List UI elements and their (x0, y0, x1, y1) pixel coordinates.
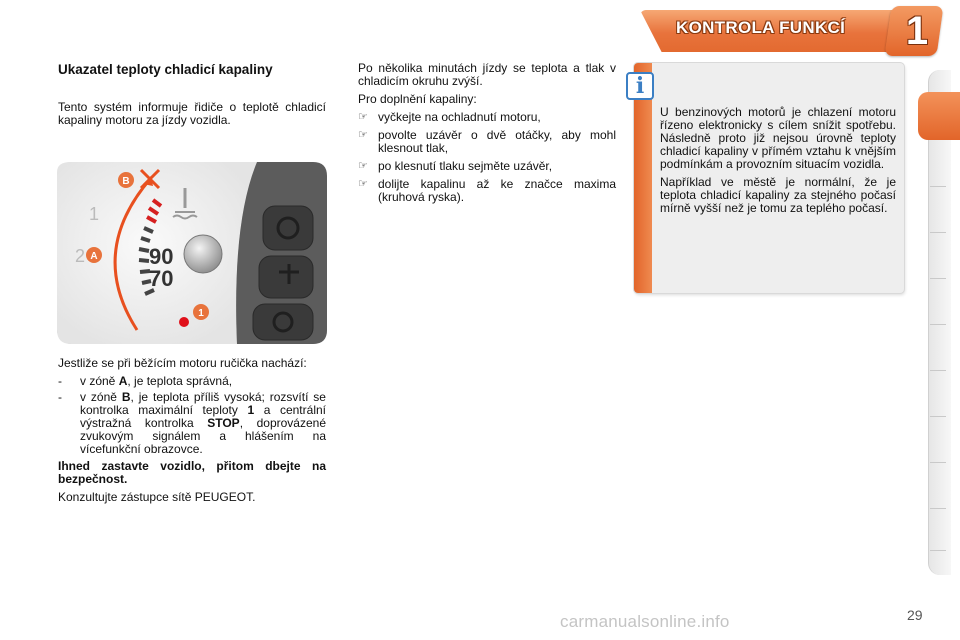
zone-b-key-stop: STOP (207, 416, 240, 430)
reading-upper: 90 (149, 244, 174, 269)
chapter-title: KONTROLA FUNKCÍ (676, 18, 846, 37)
chapter-tabs[interactable] (928, 70, 951, 575)
zone-b-text-mid1: , je teplota příliš vysoká; rozsvítí se kontrolka maximální teploty (80, 390, 326, 417)
list-item-text: dolijte kapalinu až ke značce maxima (kruhová ryska). (378, 177, 616, 204)
gauge-explanation (58, 357, 326, 509)
coolant-gauge-illustration (57, 162, 327, 344)
gauge-knob (184, 235, 222, 273)
zone-b-text-post: , doprovázené zvukovým signálem a hlášením na vícefunkční obrazovce. (80, 416, 326, 456)
info-paragraph-1: U benzinových motorů je chlazení motoru řízeno elektronicky s cílem snížit spotřebu. Následně proto již nejsou úrovně teploty chladicí kapaliny v přímém vztahu k vnějším podmínkám a provozním situacím vozidla. (660, 105, 896, 171)
explanation-lead: Jestliže se při běžícím motoru ručička nachází: (58, 356, 307, 370)
max-temperature-warning-lamp (179, 317, 189, 327)
zone-a-item (58, 375, 326, 388)
zone-b-item (58, 391, 326, 456)
tab-divider (930, 278, 946, 279)
list-dash: - (58, 374, 62, 388)
tab-divider (930, 324, 946, 325)
hand-pointer-icon: ☞ (358, 160, 368, 172)
tab-divider (930, 508, 946, 509)
info-paragraph-2: Například ve městě je normální, že je teplota chladicí kapaliny za stejného počasí mírně vyšší než je tomu za teplého počasí. (660, 175, 896, 215)
info-icon: i (626, 72, 654, 100)
refill-lead: Pro doplnění kapaliny: (358, 92, 477, 106)
tab-divider (930, 370, 946, 371)
list-item-text: vyčkejte na ochladnutí motoru, (378, 110, 541, 124)
list-item (358, 111, 616, 124)
tab-divider (930, 416, 946, 417)
list-item (358, 160, 616, 173)
zone-b-key-warning-lamp: 1 (247, 403, 255, 417)
zone-b-text-mid2: a centrální výstražná kontrolka (80, 403, 326, 430)
list-item (358, 129, 616, 155)
lamp-housing (263, 206, 313, 250)
warning-1-label: 1 (198, 308, 204, 319)
section-heading: Ukazatel teploty chladicí kapaliny (58, 62, 273, 77)
section-intro: Tento systém informuje řidiče o teplotě chladicí kapaliny motoru za jízdy vozidla. (58, 100, 326, 127)
zone-b-key: B (121, 390, 131, 404)
zone-a-label: A (90, 251, 98, 262)
pressure-note: Po několika minutách jízdy se teplota a tlak v chladicím okruhu zvýší. (358, 61, 616, 88)
tab-divider (930, 186, 946, 187)
watermark-text: carmanualsonline.info (560, 612, 730, 631)
tab-divider (930, 462, 946, 463)
hand-pointer-icon: ☞ (358, 111, 368, 123)
tab-divider (930, 232, 946, 233)
zone-a-text-post: , je teplota správná, (127, 374, 233, 388)
list-dash: - (58, 390, 62, 404)
hand-pointer-icon: ☞ (358, 129, 368, 141)
tab-divider (930, 550, 946, 551)
list-item-text: povolte uzávěr o dvě otáčky, aby mohl klesnout tlak, (378, 128, 616, 155)
list-item (358, 178, 616, 204)
safety-warning: Ihned zastavte vozidlo, přitom dbejte na bezpečnost. (58, 459, 326, 486)
zone-a-text-pre: v zóně (80, 374, 119, 388)
zone-b-label: B (122, 176, 130, 187)
zone-b-text-pre: v zóně (80, 390, 122, 404)
lamp-housing (259, 256, 313, 298)
scale-label-left-top: 1 (89, 204, 100, 224)
zone-a-key: A (118, 374, 128, 388)
info-text (660, 106, 896, 220)
hand-pointer-icon: ☞ (358, 178, 368, 190)
lamp-housing (253, 304, 313, 340)
chapter-number: 1 (905, 9, 929, 53)
page-number: 29 (907, 607, 923, 623)
chapter-tab-active[interactable] (918, 92, 960, 140)
scale-label-left-mid: 2 (75, 246, 86, 266)
dealer-contact: Konzultujte zástupce sítě PEUGEOT. (58, 490, 256, 504)
reading-lower: 70 (149, 266, 174, 291)
refill-instructions (358, 62, 616, 209)
list-item-text: po klesnutí tlaku sejměte uzávěr, (378, 159, 553, 173)
